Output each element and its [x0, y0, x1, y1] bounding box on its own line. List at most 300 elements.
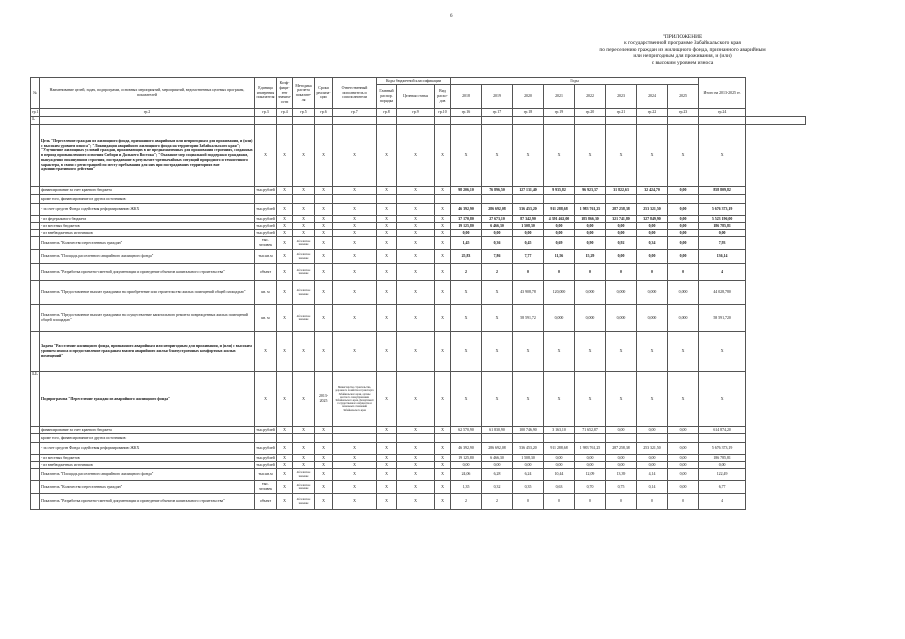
column-number-cell: гр.24	[699, 109, 746, 117]
value-cell: 0,00	[575, 230, 606, 237]
value-cell: X	[606, 332, 637, 372]
value-cell: 327 849,90	[637, 216, 668, 223]
value-cell: 15,29	[575, 250, 606, 264]
value-cell: X	[277, 305, 293, 332]
value-cell: 0,00	[637, 455, 668, 462]
value-cell: 2	[451, 264, 482, 281]
value-cell: Абсолютное значение	[293, 281, 315, 305]
row-number-cell	[31, 125, 40, 187]
value-cell: 12,09	[575, 469, 606, 481]
value-cell: 7,93	[699, 237, 746, 250]
value-cell	[435, 117, 451, 125]
column-number-cell: гр.16	[451, 109, 482, 117]
value-cell: X	[435, 264, 451, 281]
value-cell: 0,00	[668, 481, 699, 494]
value-cell: тыс. человек	[255, 237, 277, 250]
value-cell: 0,00	[544, 223, 575, 230]
value-cell: X	[333, 223, 377, 230]
value-cell: X	[315, 494, 333, 510]
value-cell: X	[397, 204, 435, 216]
value-cell: X	[435, 427, 451, 434]
value-cell	[377, 195, 397, 204]
row-number-cell	[31, 443, 40, 455]
value-cell: X	[637, 372, 668, 427]
value-cell: 0,00	[482, 462, 513, 469]
value-cell: 614 874,20	[699, 427, 746, 434]
value-cell: 0,00	[668, 469, 699, 481]
row-name-cell: Показатель "Количество переселенных граждан"	[40, 481, 255, 494]
value-cell	[606, 434, 637, 443]
table-row	[31, 469, 806, 481]
value-cell: X	[482, 372, 513, 427]
value-cell: X	[333, 204, 377, 216]
value-cell	[315, 117, 333, 125]
row-name-cell: Показатель "Количество переселенных граждан"	[40, 237, 255, 250]
value-cell: 286 692,08	[482, 204, 513, 216]
value-cell: X	[435, 443, 451, 455]
value-cell: X	[277, 481, 293, 494]
value-cell: 4	[699, 264, 746, 281]
value-cell: X	[513, 125, 544, 187]
value-cell: 58 591,72	[513, 305, 544, 332]
value-cell: Абсолютное значение	[293, 494, 315, 510]
value-cell: 4 391 462,00	[544, 216, 575, 223]
value-cell: 0,000	[637, 305, 668, 332]
value-cell: Абсолютное значение	[293, 469, 315, 481]
year-2025: 2025	[668, 85, 699, 109]
value-cell: X	[315, 223, 333, 230]
value-cell: X	[544, 332, 575, 372]
value-cell: X	[315, 264, 333, 281]
value-cell	[575, 195, 606, 204]
column-number-cell: гр.20	[575, 109, 606, 117]
row-name-cell: - из внебюджетных источников	[40, 462, 255, 469]
value-cell: X	[435, 216, 451, 223]
value-cell: тыс. человек	[255, 481, 277, 494]
program-table	[30, 77, 806, 510]
value-cell: X	[377, 216, 397, 223]
row-name-cell: - за счет средств Фонда содействия реформированию ЖКХ	[40, 443, 255, 455]
value-cell: X	[435, 125, 451, 187]
value-cell: 1,45	[451, 237, 482, 250]
value-cell	[277, 434, 293, 443]
value-cell: тыс.рублей	[256, 427, 275, 432]
row-name-cell: Показатель "Разработка проектно-сметной документации и проведение объектов капитального строительства"	[40, 494, 255, 510]
value-cell: X	[397, 216, 435, 223]
row-name-cell: Показатель "Разработка проектно-сметной документации и проведение объектов капитального строительства"	[40, 264, 255, 281]
value-cell: 0	[668, 264, 699, 281]
value-cell	[637, 117, 668, 125]
value-cell: X	[377, 204, 397, 216]
col-k2-header: Целевая статья	[397, 85, 435, 109]
value-cell: X	[293, 204, 315, 216]
value-cell: X	[277, 469, 293, 481]
value-cell: X	[435, 250, 451, 264]
value-cell: 0,00	[544, 230, 575, 237]
value-cell: X	[293, 455, 315, 462]
row-number-cell	[31, 237, 40, 250]
value-cell: X	[397, 481, 435, 494]
budget-codes-header: Коды бюджетной классификации	[377, 78, 451, 85]
value-cell: X	[255, 125, 277, 187]
value-cell: X	[277, 372, 293, 427]
value-cell: X	[293, 223, 315, 230]
value-cell	[315, 195, 333, 204]
value-cell: X	[315, 469, 333, 481]
value-cell: тыс.рублей	[256, 455, 275, 460]
value-cell: 0,00	[699, 462, 746, 469]
value-cell	[544, 434, 575, 443]
value-cell	[333, 117, 377, 125]
value-cell: кв. м	[255, 305, 277, 332]
value-cell: X	[451, 332, 482, 372]
value-cell: X	[333, 481, 377, 494]
value-cell: 253 321,50	[637, 204, 668, 216]
value-cell: X	[451, 125, 482, 187]
value-cell: X	[575, 125, 606, 187]
row-name-cell: кроме того, финансирование из других источников:	[40, 434, 255, 443]
year-2023: 2023	[606, 85, 637, 109]
value-cell: 2	[451, 494, 482, 510]
value-cell: 1 983 761,25	[575, 443, 606, 455]
value-cell	[637, 195, 668, 204]
table-row	[31, 494, 806, 510]
value-cell: X	[397, 469, 435, 481]
table-row	[31, 305, 806, 332]
column-number-cell: гр.1	[31, 109, 40, 117]
value-cell: X	[315, 443, 333, 455]
value-cell	[668, 117, 699, 125]
value-cell: X	[277, 462, 293, 469]
row-name-cell: - из местных бюджетов	[40, 223, 255, 230]
value-cell	[544, 195, 575, 204]
value-cell: 13,39	[606, 469, 637, 481]
value-cell	[377, 434, 397, 443]
value-cell: 0,00	[668, 237, 699, 250]
row-name-cell: - из федерального бюджета	[40, 216, 255, 223]
value-cell: 0,000	[575, 281, 606, 305]
value-cell: X	[315, 462, 333, 469]
row-name-cell: Показатель "Площадь расселенного аварийного жилищного фонда"	[40, 250, 255, 264]
value-cell: 0,00	[606, 462, 637, 469]
value-cell: 0,00	[668, 455, 699, 462]
value-cell: X	[513, 332, 544, 372]
value-cell: 11,56	[544, 250, 575, 264]
value-cell: 0,00	[699, 230, 746, 237]
value-cell: X	[397, 462, 435, 469]
value-cell	[333, 434, 377, 443]
value-cell: 5 676 373,19	[699, 204, 746, 216]
value-cell: X	[277, 281, 293, 305]
value-cell: Абсолютное значение	[293, 305, 315, 332]
value-cell: X	[397, 494, 435, 510]
value-cell: 0,75	[606, 481, 637, 494]
value-cell: X	[333, 469, 377, 481]
column-number-cell: гр.19	[544, 109, 575, 117]
value-cell: 0,00	[451, 230, 482, 237]
table-row	[31, 223, 806, 230]
value-cell: 286 692,08	[482, 443, 513, 455]
value-cell: 186 785,81	[699, 223, 746, 230]
value-cell	[746, 117, 806, 125]
row-name-cell: Показатель "Предоставление выплат гражданам на приобретение или строительство жилых помещений общей площадью"	[40, 281, 255, 305]
value-cell: X	[333, 305, 377, 332]
col-unit-header: Единица измерения показателя	[255, 78, 277, 109]
value-cell: X	[255, 332, 277, 372]
value-cell	[482, 195, 513, 204]
row-name-cell: - из местных бюджетов	[40, 455, 255, 462]
value-cell: 0,00	[606, 223, 637, 230]
value-cell	[277, 195, 293, 204]
value-cell: X	[668, 332, 699, 372]
value-cell	[293, 117, 315, 125]
row-number-cell	[31, 332, 40, 372]
value-cell: тыс.кв.м	[255, 469, 277, 481]
value-cell: 0,00	[606, 455, 637, 462]
table-row	[31, 455, 806, 462]
value-cell: X	[397, 281, 435, 305]
col-name-header: Наименование целей, задач, подпрограмм, основных мероприятий, мероприятий, ведомственных целевых программ, показателей	[40, 78, 255, 109]
value-cell: 6,24	[513, 469, 544, 481]
value-cell: тыс.рублей	[256, 223, 275, 228]
value-cell: 0,000	[606, 281, 637, 305]
value-cell: X	[277, 455, 293, 462]
value-cell	[544, 117, 575, 125]
value-cell: X	[293, 230, 315, 237]
value-cell	[397, 117, 435, 125]
column-number-cell: гр.8	[377, 109, 397, 117]
value-cell: X	[435, 462, 451, 469]
value-cell: 0	[575, 264, 606, 281]
value-cell: X	[315, 125, 333, 187]
value-cell: 911 288,68	[544, 204, 575, 216]
value-cell: тыс.рублей	[256, 230, 275, 235]
value-cell: X	[397, 223, 435, 230]
value-cell: X	[277, 204, 293, 216]
table-row	[31, 237, 806, 250]
value-cell: 37 170,80	[451, 216, 482, 223]
value-cell: X	[277, 237, 293, 250]
value-cell: X	[315, 332, 333, 372]
column-number-cell: гр.21	[606, 109, 637, 117]
value-cell: 6,77	[699, 481, 746, 494]
value-cell: X	[377, 455, 397, 462]
value-cell: X	[668, 372, 699, 427]
table-row	[31, 372, 806, 427]
value-cell: 0,000	[668, 305, 699, 332]
value-cell: X	[377, 223, 397, 230]
year-2018: 2018	[451, 85, 482, 109]
value-cell: 2013-2025	[315, 372, 333, 427]
row-name-cell: Показатель "Площадь расселенного аварийного жилищного фонда"	[40, 469, 255, 481]
value-cell: 0,00	[637, 230, 668, 237]
value-cell: X	[315, 455, 333, 462]
value-cell: 0,00	[606, 230, 637, 237]
value-cell: X	[699, 125, 746, 187]
value-cell: X	[435, 237, 451, 250]
value-cell: X	[333, 264, 377, 281]
value-cell: 0,000	[544, 305, 575, 332]
value-cell: 100 746,90	[513, 427, 544, 434]
value-cell: X	[255, 372, 277, 427]
value-cell: 0,000	[668, 281, 699, 305]
value-cell: 1 983 761,25	[575, 204, 606, 216]
row-name-cell: Задача "Расселение жилищного фонда, признанного аварийным или непригодным для проживания, и (или) с высоким уровнем износа и предоставление гражданам взамен аварийного жилья благоустроенных комфортных жилых помещений"	[40, 332, 255, 372]
row-number-cell: 1.	[31, 117, 40, 125]
col-k1-header: Главный распор. порядка	[377, 85, 397, 109]
value-cell	[293, 195, 315, 204]
value-cell: X	[377, 469, 397, 481]
value-cell: 0,00	[482, 230, 513, 237]
value-cell: X	[377, 125, 397, 187]
value-cell	[333, 195, 377, 204]
value-cell: Абсолютное значение	[293, 481, 315, 494]
table-row	[31, 434, 806, 443]
value-cell: 87 342,90	[513, 216, 544, 223]
table-row	[31, 230, 806, 237]
value-cell: 0,00	[637, 250, 668, 264]
value-cell: X	[451, 281, 482, 305]
value-cell: 0,00	[575, 223, 606, 230]
table-row	[31, 332, 806, 372]
value-cell: 2	[482, 264, 513, 281]
header-line: или непригодным для проживания, и (или)	[633, 53, 732, 60]
value-cell: X	[513, 372, 544, 427]
value-cell: объект	[255, 264, 277, 281]
value-cell: 7,77	[513, 250, 544, 264]
value-cell: 0,34	[637, 237, 668, 250]
value-cell	[668, 434, 699, 443]
value-cell: X	[333, 462, 377, 469]
value-cell: 185 866,30	[575, 216, 606, 223]
value-cell: X	[575, 332, 606, 372]
value-cell: 536 453,20	[513, 204, 544, 216]
value-cell: 0,00	[668, 223, 699, 230]
value-cell: X	[397, 443, 435, 455]
value-cell: X	[377, 264, 397, 281]
year-2024: 2024	[637, 85, 668, 109]
value-cell: X	[377, 372, 397, 427]
value-cell: X	[315, 305, 333, 332]
row-number-cell	[31, 469, 40, 481]
header-line: с высоким уровнем износа	[651, 59, 714, 66]
value-cell: 0,000	[637, 281, 668, 305]
page-number: 6	[450, 14, 453, 19]
value-cell: 911 288,68	[544, 443, 575, 455]
value-cell: 0,00	[637, 427, 668, 434]
value-cell: 1 508,30	[513, 223, 544, 230]
value-cell: 0,92	[606, 237, 637, 250]
value-cell: 0,00	[668, 187, 699, 195]
value-cell: X	[377, 237, 397, 250]
row-number-cell	[31, 462, 40, 469]
column-number-cell: гр.4	[277, 109, 293, 117]
value-cell: 287 258,38	[606, 443, 637, 455]
value-cell: 0	[606, 264, 637, 281]
value-cell: 0,00	[606, 250, 637, 264]
row-name-cell: кроме того, финансирование из других источников:	[40, 195, 255, 204]
table-row	[31, 117, 806, 125]
value-cell	[435, 195, 451, 204]
value-cell	[482, 434, 513, 443]
value-cell	[277, 117, 293, 125]
value-cell: тыс.рублей	[256, 216, 275, 221]
value-cell: 0,14	[637, 481, 668, 494]
value-cell	[606, 117, 637, 125]
value-cell: 0	[637, 264, 668, 281]
value-cell	[333, 427, 377, 434]
value-cell: X	[699, 332, 746, 372]
value-cell: X	[544, 372, 575, 427]
value-cell: X	[377, 281, 397, 305]
value-cell: 71 652,87	[575, 427, 606, 434]
value-cell: 0,00	[513, 230, 544, 237]
value-cell: X	[606, 125, 637, 187]
value-cell: X	[377, 494, 397, 510]
value-cell	[513, 195, 544, 204]
value-cell: 19 125,80	[451, 223, 482, 230]
value-cell: X	[377, 230, 397, 237]
value-cell: X	[333, 332, 377, 372]
value-cell: Абсолютное значение	[293, 237, 315, 250]
value-cell: X	[397, 230, 435, 237]
value-cell: 136,14	[699, 250, 746, 264]
value-cell	[435, 434, 451, 443]
value-cell: X	[333, 125, 377, 187]
year-2019: 2019	[482, 85, 513, 109]
value-cell	[315, 434, 333, 443]
value-cell	[575, 434, 606, 443]
value-cell: тыс.кв.м	[255, 250, 277, 264]
value-cell	[482, 117, 513, 125]
year-2020: 2020	[513, 85, 544, 109]
value-cell: 0,00	[637, 223, 668, 230]
value-cell: X	[293, 427, 315, 434]
value-cell: X	[277, 427, 293, 434]
row-number-cell	[31, 455, 40, 462]
value-cell: X	[435, 494, 451, 510]
value-cell: X	[315, 187, 333, 195]
value-cell: 0,90	[575, 237, 606, 250]
value-cell: X	[277, 125, 293, 187]
row-name-cell: финансирование за счет краевого бюджета	[40, 187, 255, 195]
value-cell: X	[482, 305, 513, 332]
table-row	[31, 264, 806, 281]
value-cell	[451, 117, 482, 125]
value-cell: X	[293, 332, 315, 372]
value-cell: X	[377, 443, 397, 455]
row-number-cell: 1.1.	[31, 372, 40, 427]
value-cell: X	[435, 469, 451, 481]
value-cell	[397, 434, 435, 443]
value-cell: 98 206,10	[451, 187, 482, 195]
value-cell	[699, 195, 746, 204]
value-cell: X	[435, 230, 451, 237]
value-cell: 0,70	[575, 481, 606, 494]
value-cell: X	[315, 481, 333, 494]
value-cell: 46 392,90	[451, 204, 482, 216]
value-cell: 9 935,82	[544, 187, 575, 195]
value-cell: 19 125,80	[451, 455, 482, 462]
value-cell	[293, 434, 315, 443]
value-cell: 0,00	[668, 443, 699, 455]
value-cell: 25,83	[451, 250, 482, 264]
row-name-cell: Показатель "Предоставление выплат гражданам на осуществление капитального ремонта поврежденных жилых помещений общей площадью"	[40, 305, 255, 332]
col-no-header: №	[31, 78, 40, 109]
value-cell	[575, 117, 606, 125]
column-number-cell: гр.18	[513, 109, 544, 117]
col-k3-header: Вид расхо-дов	[435, 85, 451, 109]
